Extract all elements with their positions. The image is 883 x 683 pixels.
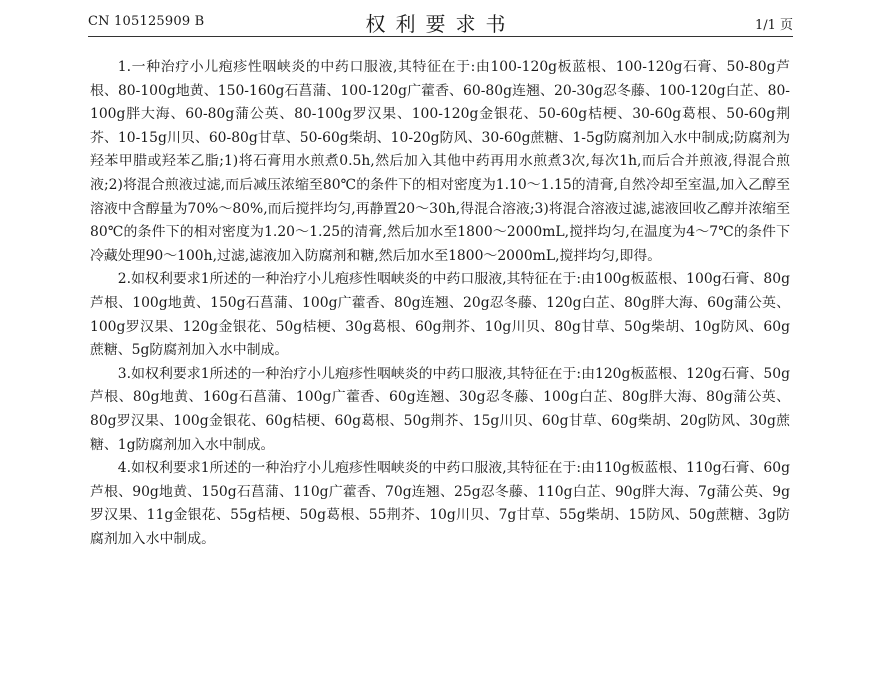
- page-number: 1/1 页: [754, 18, 793, 33]
- patent-number: CN 105125909 B: [88, 14, 205, 29]
- page-header: [88, 8, 793, 34]
- claim-1: 1.一种治疗小儿疱疹性咽峡炎的中药口服液,其特征在于:由100-120g板蓝根、100-120g石膏、50-80g芦根、80-100g地黄、150-160g石菖蒲、100-120g广藿香、60-80g连翘、20-30g忍冬藤、100-120g白芷、80-100g胖大海、60-80g蒲公英、80-100g罗汉果、100-120g金银花、50-60g桔梗、30-60g葛根、50-60g荆芥、10-15g川贝、60-80g甘草、50-60g柴胡、10-20g防风、30-60g蔗糖、1-5g防腐剂加入水中制成;防腐剂为羟苯甲腊或羟苯乙脂;1)将石膏用水煎煮0.5h,然后加入其他中药再用水煎煮3次,每次1h,而后合并煎液,得混合煎液;2)将混合煎液过滤,而后减压浓缩至80℃的条件下的相对密度为1.10～1.15的清膏,自然冷却至室温,加入乙醇至溶液中含醇量为70%～80%,而后搅拌均匀,再静置20～30h,得混合溶液;3)将混合溶液过滤,滤液回收乙醇并浓缩至80℃的条件下的相对密度为1.20～1.25的清膏,然后加水至1800～2000mL,搅拌均匀,在温度为4～7℃的条件下冷藏处理90～100h,过滤,滤液加入防腐剂和糖,然后加水至1800～2000mL,搅拌均匀,即得。: [90, 59, 790, 264]
- document-title: 权利要求书: [365, 12, 516, 36]
- claims-body: [90, 56, 790, 551]
- claim-3: 3.如权利要求1所述的一种治疗小儿疱疹性咽峡炎的中药口服液,其特征在于:由120g板蓝根、120g石膏、50g芦根、80g地黄、160g石菖蒲、100g广藿香、60g连翘、30g忍冬藤、100g白芷、80g胖大海、80g蒲公英、80g罗汉果、100g金银花、60g桔梗、60g葛根、50g荆芥、15g川贝、60g甘草、60g柴胡、20g防风、30g蔗糖、1g防腐剂加入水中制成。: [90, 365, 790, 453]
- claim-4: 4.如权利要求1所述的一种治疗小儿疱疹性咽峡炎的中药口服液,其特征在于:由110g板蓝根、110g石膏、60g芦根、90g地黄、150g石菖蒲、110g广藿香、70g连翘、25g忍冬藤、110g白芷、90g胖大海、7g蒲公英、9g罗汉果、11g金银花、55g桔梗、50g葛根、55荆芥、10g川贝、7g甘草、55g柴胡、15防风、50g蔗糖、3g防腐剂加入水中制成。: [90, 460, 790, 547]
- header-divider: [88, 36, 793, 37]
- claim-2: 2.如权利要求1所述的一种治疗小儿疱疹性咽峡炎的中药口服液,其特征在于:由100g板蓝根、100g石膏、80g芦根、100g地黄、150g石菖蒲、100g广藿香、80g连翘、20g忍冬藤、120g白芷、80g胖大海、60g蒲公英、100g罗汉果、120g金银花、50g桔梗、30g葛根、60g荆芥、10g川贝、80g甘草、50g柴胡、10g防风、60g蔗糖、5g防腐剂加入水中制成。: [90, 271, 790, 359]
